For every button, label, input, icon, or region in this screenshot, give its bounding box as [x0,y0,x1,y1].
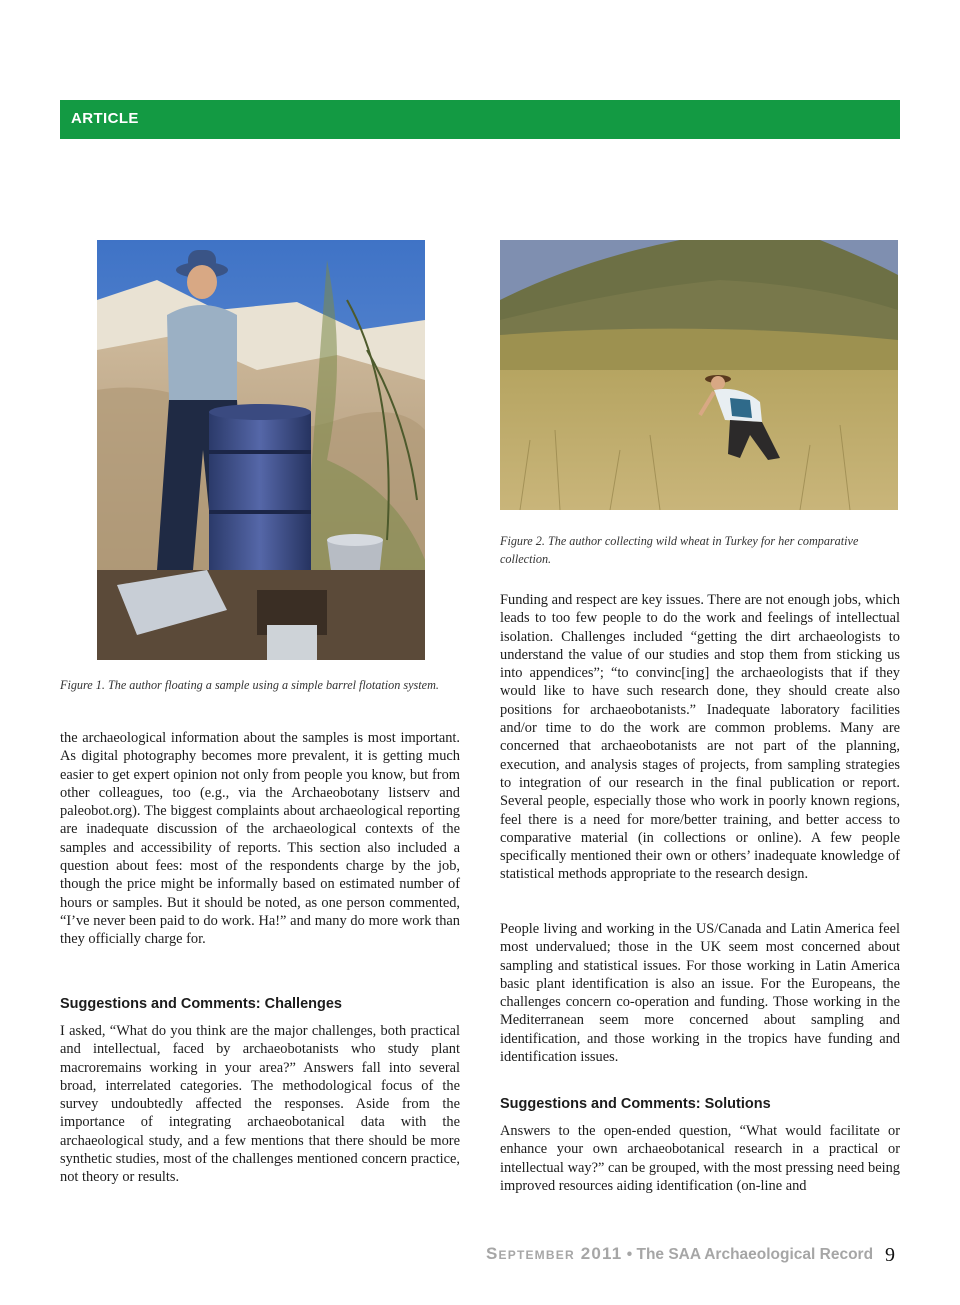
figure-2-caption: Figure 2. The author collecting wild wheat in Turkey for her comparative collection. [500,534,859,566]
footer-separator: • [626,1246,633,1263]
figure-2-photo [500,240,898,510]
right-column-paragraph-2: People living and working in the US/Canada and Latin America feel most undervalued; those in the UK seem most concerned about sampling and statistical issues. For those working in Latin America basic plant identification is also an issue. For the Europeans, the challenges concern co-operation and funding. Those working in the Mediterranean seem more concerned about sampling and identification, and those working in the tropics have funding and identification issues. [500,921,900,1066]
figure-1-photo [97,240,425,660]
left-column-paragraph-1: the archaeological information about the samples is most important. As digital photography becomes more prevalent, it is getting much easier to get expert opinion not only from people you know, but from other colleagues, too (e.g., via the Archaeobotany listserv and paleobot.org). The biggest complaints about archaeological reporting are inadequate discussion of the archaeological contexts of the samples and accessibility of reports. This section also included a question about fees: most of the respondents charge by the job, though the price might be informally based on estimated number of hours or samples. But it should be noted, as one person commented, “I’ve never been paid to do work. Ha!” and many do more work than they officially charge for. [60,730,460,948]
right-column-paragraph-1: Funding and respect are key issues. There are not enough jobs, which leads to too few people to do the work and feelings of intellectual isolation. Challenges included “getting the dirt archaeologists to understand the value of our studies and stop them from sticking us into appendices”; “to convinc[ing] the archaeologists that if they would like to have such research done, they should create also positions for archaeobotanists.” Inadequate laboratory facilities and/or time to do the work are common problems. Many are concerned that archaeobotanists are not part of the planning, execution, and analysis stages of projects, from sampling strategies to integration of our research in the final publication or report. Several people, especially those who work in poorly known regions, feel there is a need for more/better training, and better access to comparative material (in collections or online). A few people specifically mentioned their own or others’ inadequate knowledge of statistical methods appropriate to the research design. [500,592,900,883]
heading-solutions: Suggestions and Comments: Solutions [500,1096,771,1112]
footer-journal: The SAA Archaeological Record [636,1246,874,1263]
page-footer [486,1244,874,1264]
right-column-paragraph-3: Answers to the open-ended question, “What would facilitate or enhance your own archaeobotanical research in a practical or intellectual way?” can be grouped, with the most pressing need being improved resources aiding identification (on-line and [500,1123,900,1194]
figure-1-caption: Figure 1. The author floating a sample using a simple barrel flotation system. [60,678,439,692]
section-label: ARTICLE [71,110,139,127]
left-column-paragraph-2: I asked, “What do you think are the major challenges, both practical and intellectual, faced by archaeobotanists who study plant macroremains working in your area?” Answers fall into several broad, interrelated categories. The methodological focus of the survey undoubtedly affected the responses. Aside from the importance of integrating archaeobotanical data with the archaeological study, and a few mentions that there should be more synthetic studies, most of the challenges mentioned concern practice, not theory or results. [60,1023,460,1186]
heading-challenges: Suggestions and Comments: Challenges [60,996,342,1012]
section-banner [60,100,900,139]
footer-month: September 2011 [486,1244,623,1263]
page-number: 9 [885,1244,895,1266]
